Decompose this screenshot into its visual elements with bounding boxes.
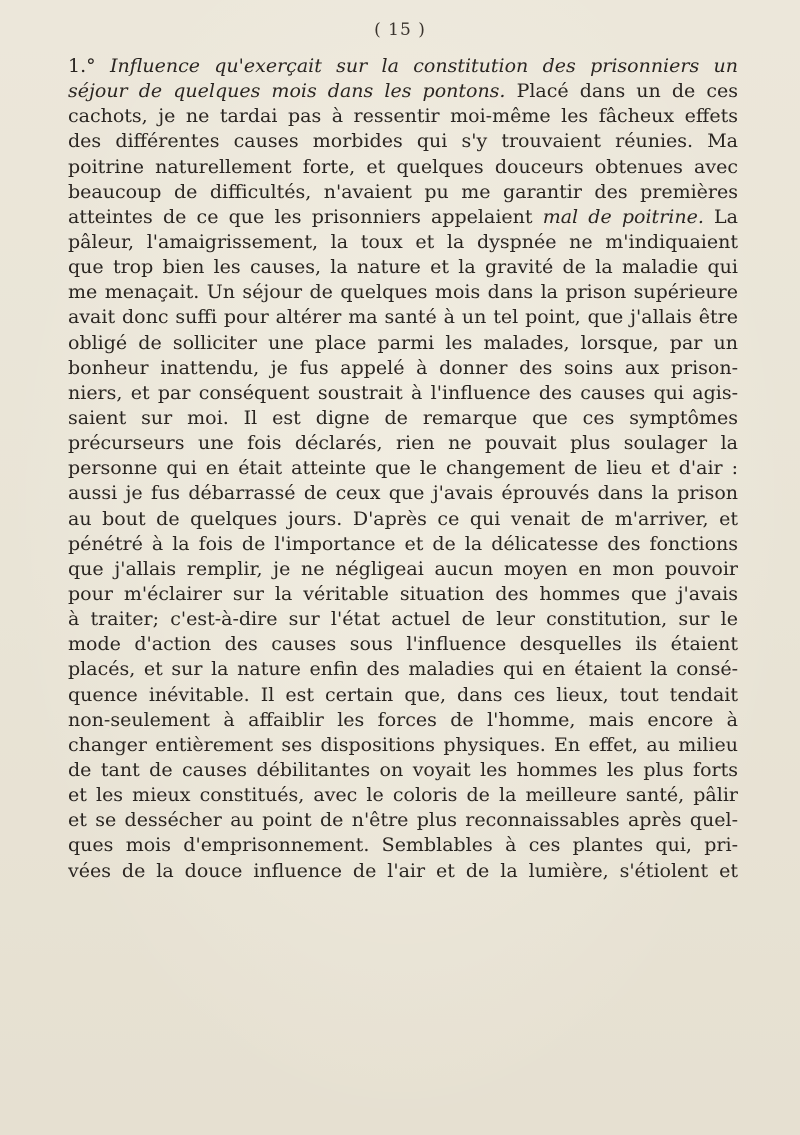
text-line [68, 155, 738, 180]
text-line [68, 607, 738, 632]
text-line [68, 305, 738, 330]
text-line [68, 532, 738, 557]
text-segment: au bout de quelques jours. D'après ce qui venait de m'arriver, et [68, 507, 738, 530]
text-segment: à traiter; c'est-à-dire sur l'état actuel de leur constitution, sur le [68, 608, 738, 631]
text-segment: personne qui en était atteinte que le changement de lieu et d'air : [68, 457, 738, 480]
text-segment: et les mieux constitués, avec le coloris de la meilleure santé, pâlir [68, 784, 738, 807]
text-line [68, 205, 738, 230]
text-line [68, 783, 738, 808]
text-line [68, 733, 738, 758]
text-line [68, 859, 738, 884]
text-line [68, 456, 738, 481]
text-segment: 1.° [68, 55, 110, 77]
text-line [68, 230, 738, 255]
text-line [68, 54, 738, 79]
text-segment: de tant de causes débilitantes on voyait les hommes les plus forts [68, 758, 738, 781]
text-segment: non-seulement à affaiblir les forces de l'homme, mais encore à [68, 708, 738, 731]
text-line [68, 507, 738, 532]
text-segment: poitrine naturellement forte, et quelques douceurs obtenues avec [68, 155, 738, 178]
text-line [68, 280, 738, 305]
text-segment: me menaçait. Un séjour de quelques mois dans la prison supérieure [68, 281, 738, 304]
text-segment: La [703, 205, 738, 228]
italic-text-segment: Influence qu'exerçait sur la constitution des prisonniers un [109, 55, 738, 77]
text-line [68, 381, 738, 406]
text-segment: placés, et sur la nature enfin des maladies qui en étaient la consé- [68, 658, 738, 681]
text-line [68, 833, 738, 858]
text-segment: aussi je fus débarrassé de ceux que j'avais éprouvés dans la prison [68, 482, 738, 505]
text-line [68, 431, 738, 456]
text-segment: atteintes de ce que les prisonniers appelaient [68, 205, 543, 228]
text-segment: précurseurs une fois déclarés, rien ne pouvait plus soulager la [68, 432, 738, 455]
text-segment: des différentes causes morbides qui s'y trouvaient réunies. Ma [68, 130, 738, 153]
text-line [68, 758, 738, 783]
text-line [68, 708, 738, 733]
text-segment: quence inévitable. Il est certain que, dans ces lieux, tout tendait [68, 683, 738, 706]
text-line [68, 406, 738, 431]
text-line [68, 79, 738, 104]
text-segment: beaucoup de difficultés, n'avaient pu me garantir des premières [68, 180, 738, 203]
text-line [68, 632, 738, 657]
text-segment: avait donc suffi pour altérer ma santé à un tel point, que j'allais être [68, 306, 738, 329]
text-line [68, 557, 738, 582]
body-paragraph [68, 54, 738, 884]
page-number: ( 15 ) [374, 20, 426, 40]
italic-text-segment: séjour de quelques mois dans les pontons. [68, 80, 506, 103]
text-segment: pour m'éclairer sur la véritable situation des hommes que j'avais [68, 582, 738, 605]
text-line [68, 356, 738, 381]
text-line [68, 808, 738, 833]
text-segment: pénétré à la fois de l'importance et de la délicatesse des fonctions [68, 532, 738, 555]
text-segment: mode d'action des causes sous l'influence desquelles ils étaient [68, 633, 738, 656]
text-line [68, 331, 738, 356]
text-line [68, 129, 738, 154]
italic-text-segment: mal de poitrine. [542, 205, 704, 228]
text-segment: saient sur moi. Il est digne de remarque que ces symptômes [68, 406, 738, 429]
text-segment: niers, et par conséquent soustrait à l'influence des causes qui agis- [68, 381, 738, 404]
text-segment: pâleur, l'amaigrissement, la toux et la dyspnée ne m'indiquaient [68, 230, 738, 253]
text-segment: et se dessécher au point de n'être plus reconnaissables après quel- [68, 809, 738, 832]
text-segment: cachots, je ne tardai pas à ressentir moi-même les fâcheux effets [68, 105, 738, 128]
text-segment: bonheur inattendu, je fus appelé à donner des soins aux prison- [68, 356, 738, 379]
text-segment: ques mois d'emprisonnement. Semblables à ces plantes qui, pri- [68, 834, 738, 857]
text-line [68, 683, 738, 708]
text-line [68, 657, 738, 682]
text-segment: Placé dans un de ces [505, 80, 738, 103]
text-line [68, 255, 738, 280]
text-segment: que trop bien les causes, la nature et la gravité de la maladie qui [68, 256, 738, 279]
text-line [68, 481, 738, 506]
text-line [68, 582, 738, 607]
text-segment: vées de la douce influence de l'air et de la lumière, s'étiolent et [68, 859, 738, 882]
text-segment: que j'allais remplir, je ne négligeai aucun moyen en mon pouvoir [68, 557, 738, 580]
text-segment: changer entièrement ses dispositions physiques. En effet, au milieu [68, 733, 738, 756]
text-line [68, 104, 738, 129]
text-segment: obligé de solliciter une place parmi les malades, lorsque, par un [68, 331, 738, 354]
text-line [68, 180, 738, 205]
